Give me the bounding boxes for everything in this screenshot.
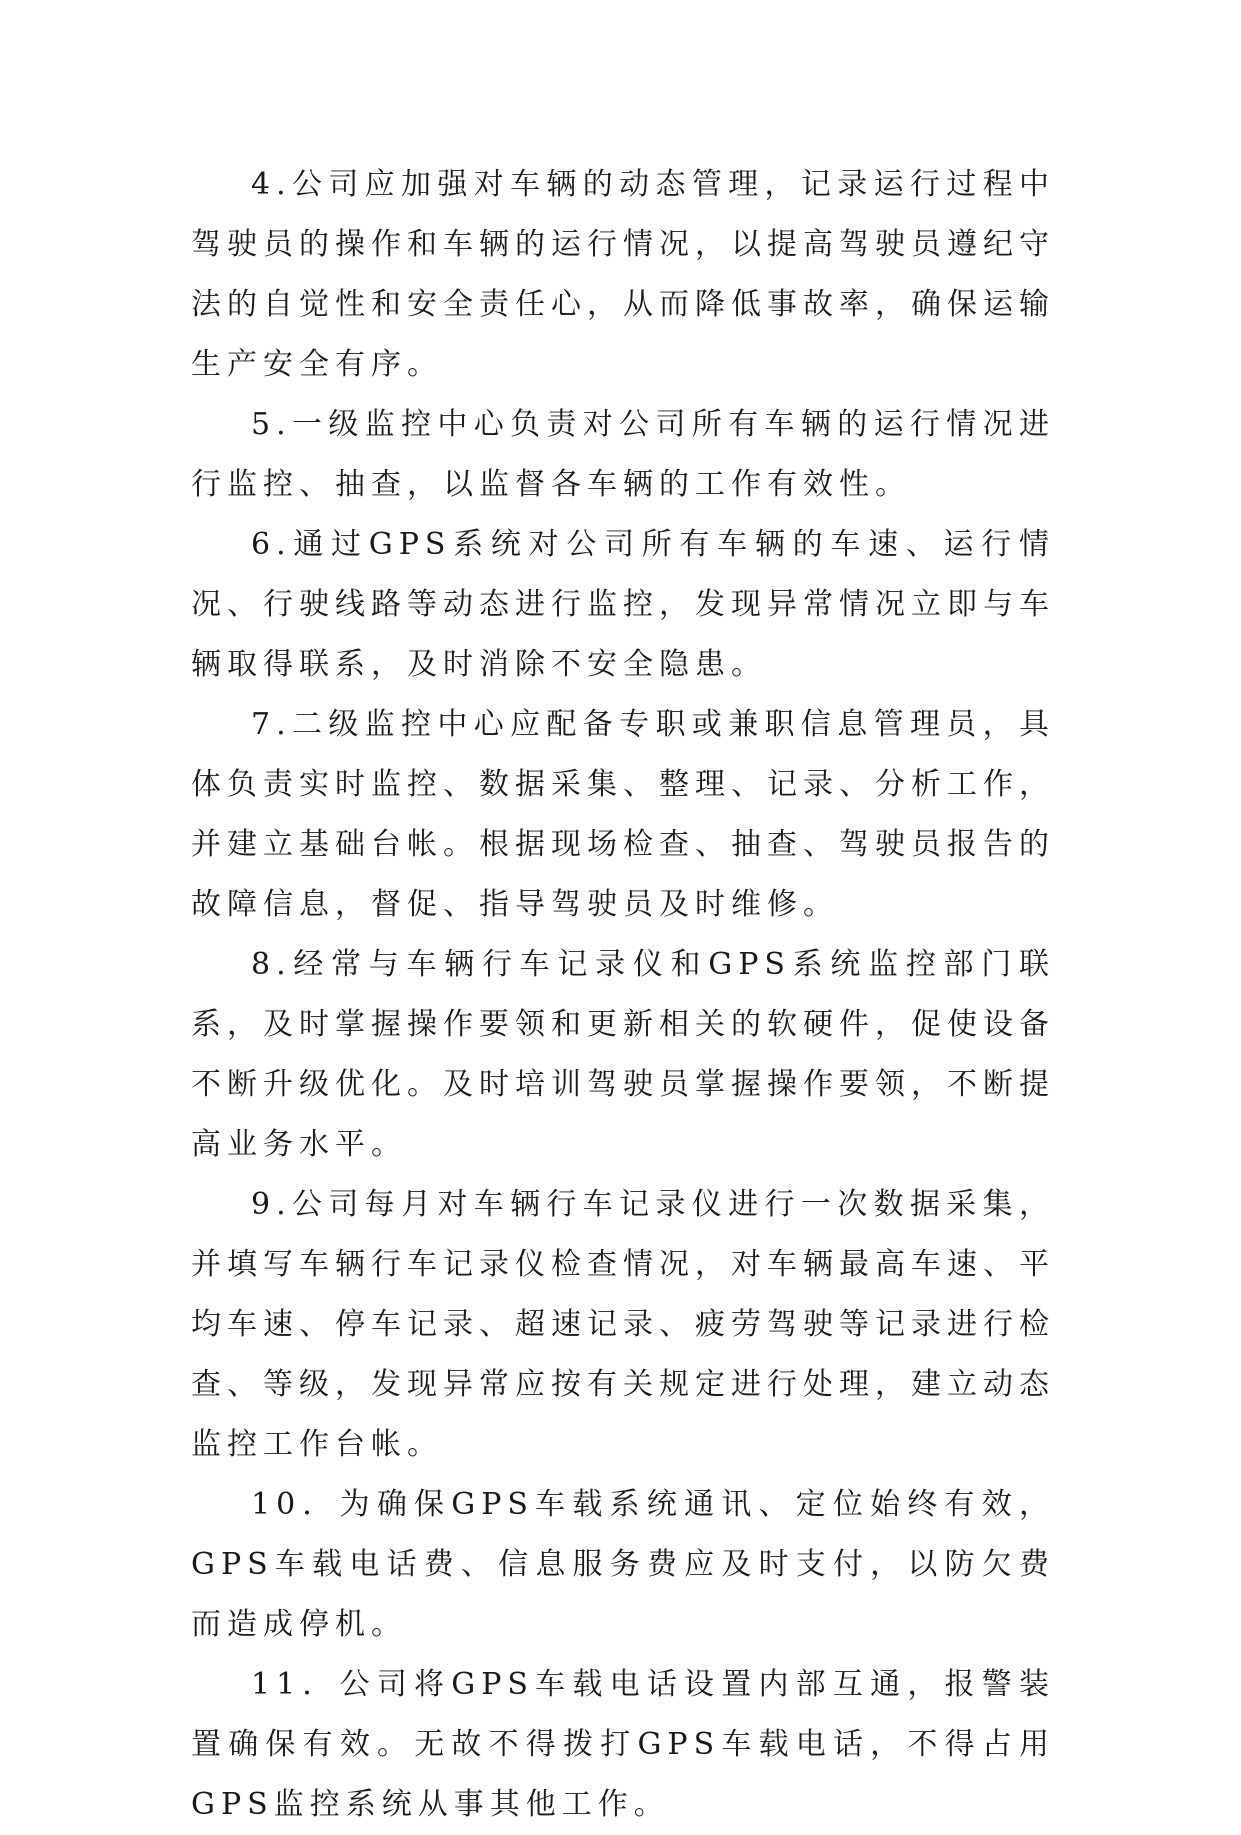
- document-body: [191, 155, 1055, 1835]
- paragraph-6: 6.通过GPS系统对公司所有车辆的车速、运行情况、行驶线路等动态进行监控，发现异常情况立即与车辆取得联系，及时消除不安全隐患。: [191, 527, 1055, 682]
- paragraph-9: 9.公司每月对车辆行车记录仪进行一次数据采集，并填写车辆行车记录仪检查情况，对车辆最高车速、平均车速、停车记录、超速记录、疲劳驾驶等记录进行检查、等级，发现异常应按有关规定进行处理，建立动态监控工作台帐。: [191, 1187, 1055, 1462]
- paragraph-11: 11．公司将GPS车载电话设置内部互通，报警装置确保有效。无故不得拨打GPS车载电话，不得占用GPS监控系统从事其他工作。: [191, 1667, 1055, 1822]
- paragraph-7: 7.二级监控中心应配备专职或兼职信息管理员，具体负责实时监控、数据采集、整理、记录、分析工作，并建立基础台帐。根据现场检查、抽查、驾驶员报告的故障信息，督促、指导驾驶员及时维修。: [191, 707, 1055, 922]
- paragraph-4: 4.公司应加强对车辆的动态管理，记录运行过程中驾驶员的操作和车辆的运行情况，以提高驾驶员遵纪守法的自觉性和安全责任心，从而降低事故率，确保运输生产安全有序。: [191, 167, 1055, 382]
- paragraph-10: 10．为确保GPS车载系统通讯、定位始终有效，GPS车载电话费、信息服务费应及时支付，以防欠费而造成停机。: [191, 1487, 1055, 1642]
- paragraph-8: 8.经常与车辆行车记录仪和GPS系统监控部门联系，及时掌握操作要领和更新相关的软硬件，促使设备不断升级优化。及时培训驾驶员掌握操作要领，不断提高业务水平。: [191, 947, 1055, 1162]
- paragraph-5: 5.一级监控中心负责对公司所有车辆的运行情况进行监控、抽查，以监督各车辆的工作有效性。: [191, 407, 1055, 502]
